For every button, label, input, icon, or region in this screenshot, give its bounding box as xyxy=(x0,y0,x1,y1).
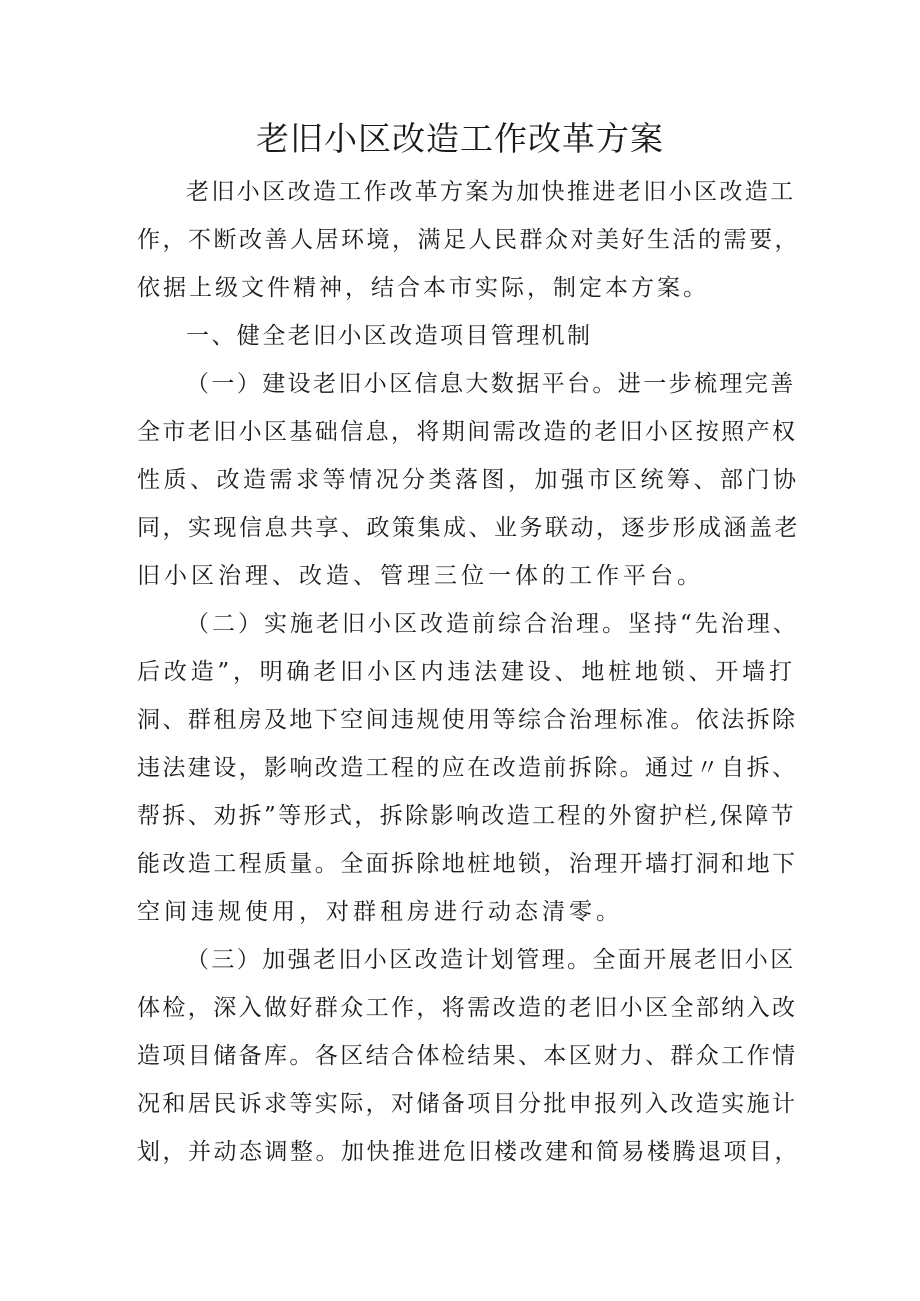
text-line-12: 洞、群租房及地下空间违规使用等综合治理标准。依法拆除 xyxy=(137,707,798,733)
text-line-9: 旧小区治理、改造、管理三位一体的工作平台。 xyxy=(137,563,704,589)
text-line-20: 况和居民诉求等实际，对储备项目分批申报列入改造实施计 xyxy=(137,1091,798,1117)
text-line-6: 全市老旧小区基础信息，将期间需改造的老旧小区按照产权 xyxy=(137,419,798,445)
text-line-16: 空间违规使用，对群租房进行动态清零。 xyxy=(137,899,623,925)
text-line-2: 作，不断改善人居环境，满足人民群众对美好生活的需要， xyxy=(137,227,800,253)
text-line-14: 帮拆、劝拆”等形式，拆除影响改造工程的外窗护栏,保障节 xyxy=(137,803,796,829)
text-line-10: （二）实施老旧小区改造前综合治理。坚持“先治理、 xyxy=(186,611,799,637)
text-line-17: （三）加强老旧小区改造计划管理。全面开展老旧小区 xyxy=(186,947,796,973)
text-line-19: 造项目储备库。各区结合体检结果、本区财力、群众工作情 xyxy=(137,1043,798,1069)
text-line-21: 划，并动态调整。加快推进危旧楼改建和简易楼腾退项目， xyxy=(137,1139,800,1165)
text-line-15: 能改造工程质量。全面拆除地桩地锁，治理开墙打洞和地下 xyxy=(137,851,798,877)
text-line-7: 性质、改造需求等情况分类落图，加强市区统筹、部门协 xyxy=(137,467,800,493)
section-heading-1: 一、健全老旧小区改造项目管理机制 xyxy=(186,323,593,349)
text-line-18: 体检，深入做好群众工作，将需改造的老旧小区全部纳入改 xyxy=(137,995,798,1021)
text-line-5: （一）建设老旧小区信息大数据平台。进一步梳理完善 xyxy=(186,371,796,397)
document-title: 老旧小区改造工作改革方案 xyxy=(256,119,664,158)
text-line-1: 老旧小区改造工作改革方案为加快推进老旧小区改造工 xyxy=(186,179,796,205)
text-line-13: 违法建设，影响改造工程的应在改造前拆除。通过〃自拆、 xyxy=(137,755,798,781)
text-line-11: 后改造”，明确老旧小区内违法建设、地桩地锁、开墙打 xyxy=(137,659,796,685)
text-line-8: 同，实现信息共享、政策集成、业务联动，逐步形成涵盖老 xyxy=(137,515,800,541)
text-line-3: 依据上级文件精神，结合本市实际，制定本方案。 xyxy=(137,275,709,301)
